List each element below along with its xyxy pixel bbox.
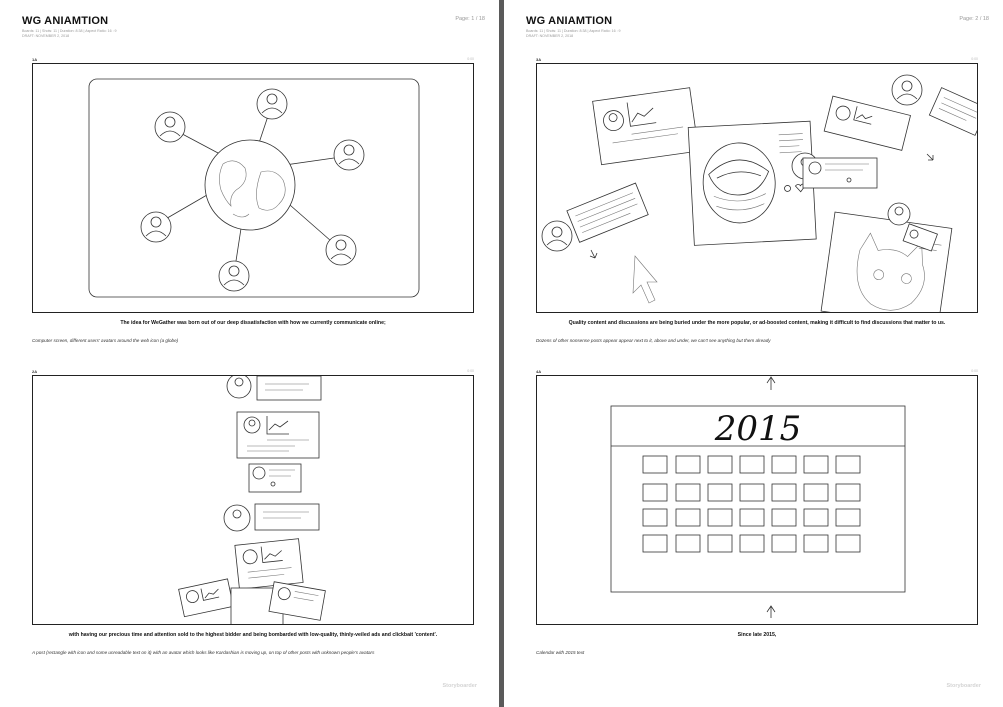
board-frame[interactable] [536,63,978,313]
shot-dialogue: with having our precious time and attention sold to the highest bidder and being bombarded with low-quality, thinly-veiled ads and clickbait 'content'. [68,632,438,638]
shot-label: 2A [32,369,38,374]
document-meta [526,29,621,39]
user-avatar [334,140,364,170]
board-frame[interactable] [32,375,474,625]
user-avatar [155,112,185,142]
board-stats: Boards: 11 | Shots: 11 | Duration: 8:38 | Aspect Ratio: 16 : 9 [22,29,117,33]
board-frame[interactable] [32,63,474,313]
shot-dialogue: Quality content and discussions are being buried under the more popular, or ad-boosted content, making it difficult to find discussions that matter to us. [568,320,946,326]
shot-action: Dozens of other nonsense posts appear appear next to it, above and under, we can't see anything but them already [536,338,771,343]
storyboard-page-1 [0,0,499,707]
draft-date: DRAFT: NOVEMBER 2, 2018 [526,34,574,38]
globe-avatars-sketch [33,64,473,312]
shot-dialogue: The idea for WeGather was born out of our deep dissatisfaction with how we currently communicate online; [120,320,386,326]
shot-action: Computer screen, different users' avatars around the web icon (a globe) [32,338,179,343]
shot-label: 1A [32,57,38,62]
shot-dialogue: Since late 2015, [737,632,777,638]
document-meta [22,29,117,39]
post-stack-sketch [33,376,473,624]
shot-duration: 0:00 [467,369,474,373]
user-avatar [257,89,287,119]
page-number: Page: 1 / 18 [455,16,485,22]
storyboarder-watermark: Storyboarder [946,683,981,689]
document-title: WG ANIAMTION [22,15,109,27]
shot-duration: 0:00 [971,57,978,61]
page-number: Page: 2 / 18 [959,16,989,22]
calendar-sketch [537,376,977,624]
shot-action: A post (rectangle with icon and some unreadable text on it) with an avatar which looks like Kardashian is moving up, on top of other posts with unknown people's avatars [32,650,375,655]
calendar-year: 2015 [714,409,802,449]
user-avatar [141,212,171,242]
content-overload-sketch [537,64,977,312]
storyboard-page-2 [504,0,1003,707]
board-frame[interactable] [536,375,978,625]
shot-label: 4A [536,369,542,374]
board-stats: Boards: 11 | Shots: 11 | Duration: 8:38 | Aspect Ratio: 16 : 9 [526,29,621,33]
user-avatar [326,235,356,265]
user-avatar [219,261,249,291]
shot-duration: 0:00 [467,57,474,61]
shot-action: Calendar with 2015 text [536,650,585,655]
shot-label: 3A [536,57,542,62]
document-title: WG ANIAMTION [526,15,613,27]
storyboarder-watermark: Storyboarder [442,683,477,689]
draft-date: DRAFT: NOVEMBER 2, 2018 [22,34,70,38]
shot-duration: 0:00 [971,369,978,373]
